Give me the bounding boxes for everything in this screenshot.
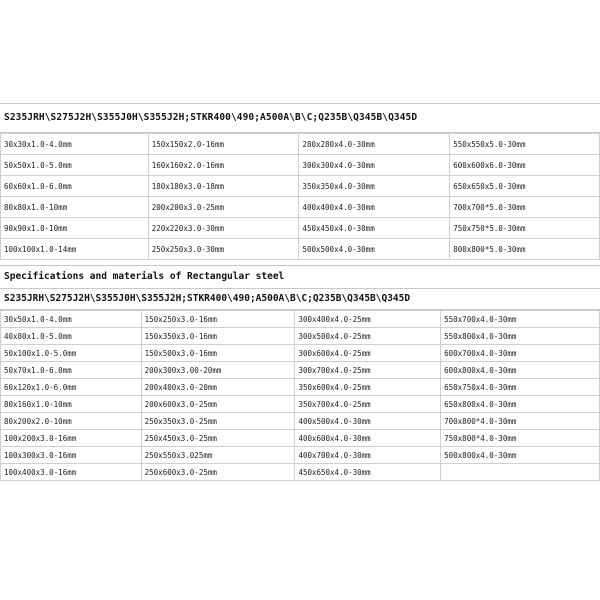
- spec-cell: 150x250x3.0-16mm: [141, 311, 295, 328]
- spec-cell: 50x70x1.0-6.0mm: [1, 362, 142, 379]
- spec-cell: 750x800*4.0-30mm: [441, 430, 600, 447]
- spec-cell: 40x80x1.0-5.0mm: [1, 328, 142, 345]
- table-row: [1, 464, 600, 481]
- spec-cell: 60x60x1.0-6.0mm: [1, 176, 149, 197]
- table-row: [1, 362, 600, 379]
- spec-cell: 750x750*5.0-30mm: [450, 218, 600, 239]
- spec-cell: 600x800x4.0-30mm: [441, 362, 600, 379]
- spec-cell: 100x400x3.0-16mm: [1, 464, 142, 481]
- spec-cell: 300x700x4.0-25mm: [295, 362, 441, 379]
- table-row: [1, 197, 600, 218]
- spec-cell: 200x600x3.0-25mm: [141, 396, 295, 413]
- square-steel-table-block: [0, 103, 600, 260]
- spec-cell: 100x200x3.0-16mm: [1, 430, 142, 447]
- spec-cell: 250x450x3.0-25mm: [141, 430, 295, 447]
- table-row: [1, 379, 600, 396]
- spec-cell: 500x800x4.0-30mm: [441, 447, 600, 464]
- spec-cell: 400x700x4.0-30mm: [295, 447, 441, 464]
- spec-cell: 300x300x4.0-30mm: [299, 155, 450, 176]
- spec-cell: 200x300x3.00-20mm: [141, 362, 295, 379]
- spec-cell: 50x100x1.0-5.0mm: [1, 345, 142, 362]
- spec-cell: 350x600x4.0-25mm: [295, 379, 441, 396]
- table-row: [1, 134, 600, 155]
- spec-cell: 550x700x4.0-30mm: [441, 311, 600, 328]
- spec-cell: 650x650x5.0-30mm: [450, 176, 600, 197]
- spec-cell: 400x600x4.0-30mm: [295, 430, 441, 447]
- spec-cell: 250x550x3.025mm: [141, 447, 295, 464]
- spec-cell: 450x650x4.0-30mm: [295, 464, 441, 481]
- spec-cell: 350x350x4.0-30mm: [299, 176, 450, 197]
- rectangular-steel-materials-header: S235JRH\S275J2H\S355J0H\S355J2H;STKR400\490;A500A\B\C;Q235B\Q345B\Q345D: [0, 288, 600, 310]
- spec-cell: 150x500x3.0-16mm: [141, 345, 295, 362]
- spec-cell: 80x80x1.0-10mm: [1, 197, 149, 218]
- spec-cell: 80x160x1.0-10mm: [1, 396, 142, 413]
- spec-cell: 200x400x3.0-20mm: [141, 379, 295, 396]
- spec-cell: 280x280x4.0-30mm: [299, 134, 450, 155]
- spec-cell: 100x100x1.0-14mm: [1, 239, 149, 260]
- table-row: [1, 239, 600, 260]
- spec-cell: 350x700x4.0-25mm: [295, 396, 441, 413]
- square-steel-materials-header: S235JRH\S275J2H\S355J0H\S355J2H;STKR400\490;A500A\B\C;Q235B\Q345B\Q345D: [0, 103, 600, 133]
- spec-cell: 250x600x3.0-25mm: [141, 464, 295, 481]
- spec-cell: 450x450x4.0-30mm: [299, 218, 450, 239]
- spec-cell: 400x500x4.0-30mm: [295, 413, 441, 430]
- table-row: [1, 176, 600, 197]
- table-row: [1, 311, 600, 328]
- spec-cell: 200x200x3.0-25mm: [148, 197, 299, 218]
- spec-cell: 80x200x2.0-10mm: [1, 413, 142, 430]
- rectangular-steel-spec-table: [0, 310, 600, 481]
- table-row: [1, 396, 600, 413]
- rectangular-steel-title: Specifications and materials of Rectangular steel: [0, 265, 600, 288]
- spec-cell: 300x400x4.0-25mm: [295, 311, 441, 328]
- spec-cell: 50x50x1.0-5.0mm: [1, 155, 149, 176]
- spec-cell: 400x400x4.0-30mm: [299, 197, 450, 218]
- spec-cell: 300x500x4.0-25mm: [295, 328, 441, 345]
- spec-cell: 700x800*4.0-30mm: [441, 413, 600, 430]
- spec-cell: 150x150x2.0-16mm: [148, 134, 299, 155]
- spec-cell: 600x600x6.0-30mm: [450, 155, 600, 176]
- spec-cell: 700x700*5.0-30mm: [450, 197, 600, 218]
- table-row: [1, 447, 600, 464]
- spec-cell: 250x350x3.0-25mm: [141, 413, 295, 430]
- spec-cell: 150x350x3.0-16mm: [141, 328, 295, 345]
- rectangular-steel-table-block: [0, 265, 600, 481]
- spec-cell: 800x800*5.0-30mm: [450, 239, 600, 260]
- table-row: [1, 430, 600, 447]
- table-row: [1, 328, 600, 345]
- spec-cell: 550x800x4.0-30mm: [441, 328, 600, 345]
- spec-cell: 250x250x3.0-30mm: [148, 239, 299, 260]
- spec-cell: 30x30x1.0-4.0mm: [1, 134, 149, 155]
- spec-cell: 550x550x5.0-30mm: [450, 134, 600, 155]
- spec-cell: 180x180x3.0-18mm: [148, 176, 299, 197]
- spec-cell: 600x700x4.0-30mm: [441, 345, 600, 362]
- table-row: [1, 218, 600, 239]
- spec-cell: 650x750x4.0-30mm: [441, 379, 600, 396]
- spec-cell: 220x220x3.0-30mm: [148, 218, 299, 239]
- spec-cell: 160x160x2.0-16mm: [148, 155, 299, 176]
- spec-cell: 60x120x1.0-6.0mm: [1, 379, 142, 396]
- spec-cell: 300x600x4.0-25mm: [295, 345, 441, 362]
- table-row: [1, 155, 600, 176]
- spec-cell: 90x90x1.0-10mm: [1, 218, 149, 239]
- table-row: [1, 345, 600, 362]
- spec-cell: 500x500x4.0-30mm: [299, 239, 450, 260]
- table-row: [1, 413, 600, 430]
- spec-cell: 100x300x3.0-16mm: [1, 447, 142, 464]
- spec-cell: [441, 464, 600, 481]
- spec-cell: 650x800x4.0-30mm: [441, 396, 600, 413]
- spec-cell: 30x50x1.0-4.0mm: [1, 311, 142, 328]
- square-steel-spec-table: [0, 133, 600, 260]
